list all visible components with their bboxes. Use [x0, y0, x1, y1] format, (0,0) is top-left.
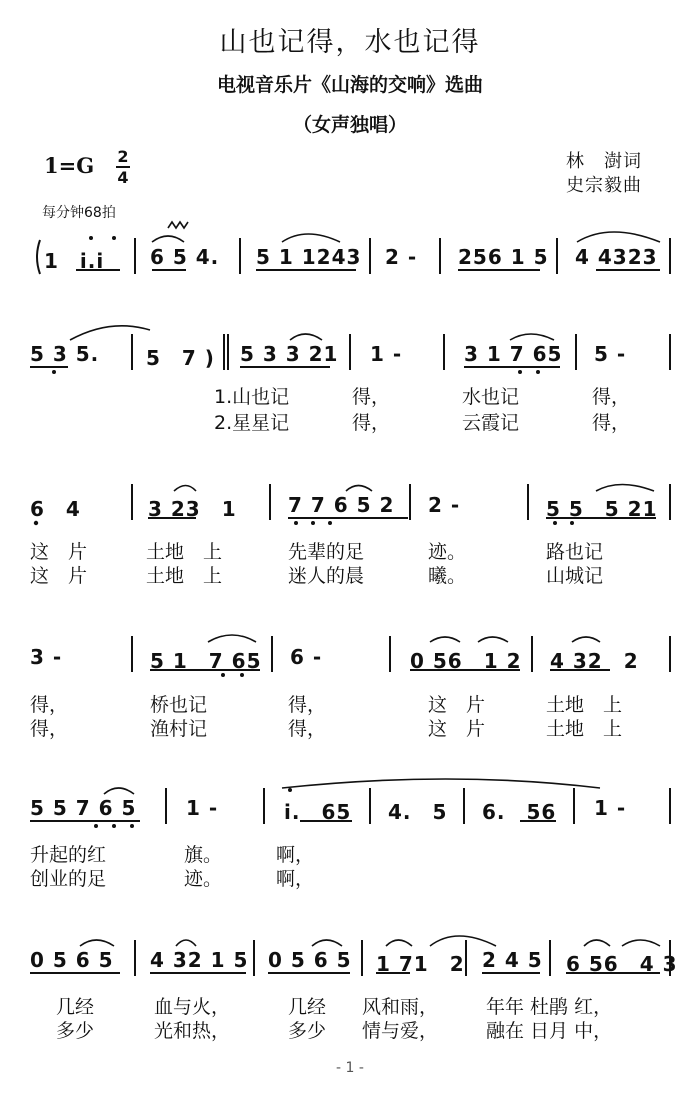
song-subtitle: 电视音乐片《山海的交响》选曲 — [216, 74, 483, 96]
lyric-verse1: 啊， — [276, 844, 315, 866]
lyric-verse1: 几经 — [288, 996, 327, 1018]
measure: 5 5 5 21 — [546, 497, 658, 521]
lyric-verse2: 啊， — [276, 868, 315, 890]
measure: 0 5 6 5 — [30, 948, 114, 972]
measure: 5 7 ) — [146, 346, 215, 370]
lyric-verse1: 1.山也记 — [214, 386, 290, 408]
lyric-verse1: 年年 杜鹃 红， — [486, 996, 613, 1018]
measure: 2 4 5 — [482, 948, 543, 972]
measure: 1 - — [186, 796, 219, 820]
beams — [30, 270, 660, 973]
lyric-verse2: 土地 上 — [546, 718, 623, 740]
measure: 1 71 2 — [376, 952, 465, 976]
time-sig-bottom: 4 — [117, 168, 129, 187]
lyric-verse2: 多少 — [56, 1020, 95, 1042]
measure: 3 1 7 65 — [464, 342, 563, 366]
lyric-verse1: 得， — [30, 694, 69, 716]
vocal-type: （女声独唱） — [292, 114, 407, 136]
lyric-verse1: 血与火， — [154, 996, 231, 1018]
measure: 1 i.i — [44, 249, 105, 273]
barlines — [37, 238, 670, 976]
measure: 256 1 5 — [458, 245, 549, 269]
measure: 4. 5 — [388, 800, 448, 824]
lyric-verse1: 路也记 — [546, 541, 604, 563]
lyric-verse1: 这 片 — [428, 694, 486, 716]
lyric-verse1: 升起的红 — [30, 844, 107, 866]
lyric-verse1: 这 片 — [30, 541, 88, 563]
measure: 5 3 5. — [30, 342, 100, 366]
lyric-verse1: 风和雨， — [362, 996, 439, 1018]
lyric-verse1: 水也记 — [462, 386, 520, 408]
lyric-verse2: 融在 日月 中， — [486, 1020, 613, 1042]
tempo-mark: 每分钟68拍 — [42, 205, 116, 221]
measure: 1 - — [594, 796, 627, 820]
lyric-verse2: 得， — [30, 718, 69, 740]
lyric-verse1: 旗。 — [184, 844, 223, 866]
bracket-left — [37, 240, 40, 274]
lyricist: 林 澍词 — [566, 151, 642, 172]
composer: 史宗毅曲 — [566, 175, 642, 196]
slurs — [70, 232, 660, 946]
measure: 5 3 3 21 — [240, 342, 339, 366]
song-title: 山也记得，水也记得 — [219, 27, 481, 58]
measure: 6. 56 — [482, 800, 557, 824]
lyric-verse2: 多少 — [288, 1020, 327, 1042]
measure: 4 32 1 5 — [150, 948, 249, 972]
lyric-verse2: 2.星星记 — [214, 412, 290, 434]
lyric-verse2: 迷人的晨 — [288, 565, 365, 587]
measure: 2 - — [428, 493, 461, 517]
lyric-verse2: 得， — [288, 718, 327, 740]
measure: 5 1 7 65 — [150, 649, 262, 673]
lyric-verse2: 曦。 — [428, 565, 467, 587]
lyric-verse1: 得， — [592, 386, 631, 408]
measure: 6 56 4 3 — [566, 952, 678, 976]
lyric-verse1: 先辈的足 — [288, 541, 365, 563]
measure: i. 65 — [284, 800, 352, 824]
measure: 3 23 1 — [148, 497, 237, 521]
measure: 5 - — [594, 342, 627, 366]
lyric-verse2: 迹。 — [184, 868, 223, 890]
measure: 5 1 1243 — [256, 245, 362, 269]
page-number: - 1 - — [336, 1060, 364, 1076]
lyric-verse2: 土地 上 — [146, 565, 223, 587]
lyric-verse2: 这 片 — [30, 565, 88, 587]
trill-mark — [168, 222, 188, 228]
lyric-verse2: 光和热， — [154, 1020, 231, 1042]
measure: 5 5 7 6 5 — [30, 796, 137, 820]
lyric-verse2: 这 片 — [428, 718, 486, 740]
lyric-verse2: 得， — [352, 412, 391, 434]
lyric-verse1: 得， — [288, 694, 327, 716]
measure: 4 32 2 — [550, 649, 639, 673]
lyric-verse2: 山城记 — [546, 565, 604, 587]
measure: 4 4323 — [575, 245, 658, 269]
measure: 1 - — [370, 342, 403, 366]
key-signature: 1=G — [44, 153, 95, 178]
lyric-verse1: 迹。 — [428, 541, 467, 563]
measure: 3 - — [30, 645, 63, 669]
lyric-verse2: 创业的足 — [30, 868, 107, 890]
measure: 7 7 6 5 2 — [288, 493, 395, 517]
lyric-verse1: 得， — [352, 386, 391, 408]
lyric-verse1: 桥也记 — [150, 694, 208, 716]
measure: 6 4 — [30, 497, 81, 521]
lyric-verse2: 渔村记 — [150, 718, 208, 740]
lyric-verse1: 土地 上 — [146, 541, 223, 563]
measure: 2 - — [385, 245, 418, 269]
lyric-verse1: 几经 — [56, 996, 95, 1018]
time-sig-top: 2 — [117, 147, 129, 166]
lyric-verse2: 云霞记 — [462, 412, 520, 434]
measure: 0 56 1 2 — [410, 649, 522, 673]
time-signature — [116, 148, 130, 186]
lyric-verse1: 土地 上 — [546, 694, 623, 716]
measure: 6 5 4. — [150, 245, 220, 269]
lyric-verse2: 得， — [592, 412, 631, 434]
measure: 0 5 6 5 — [268, 948, 352, 972]
measure: 6 - — [290, 645, 323, 669]
lyric-verse2: 情与爱， — [362, 1020, 439, 1042]
